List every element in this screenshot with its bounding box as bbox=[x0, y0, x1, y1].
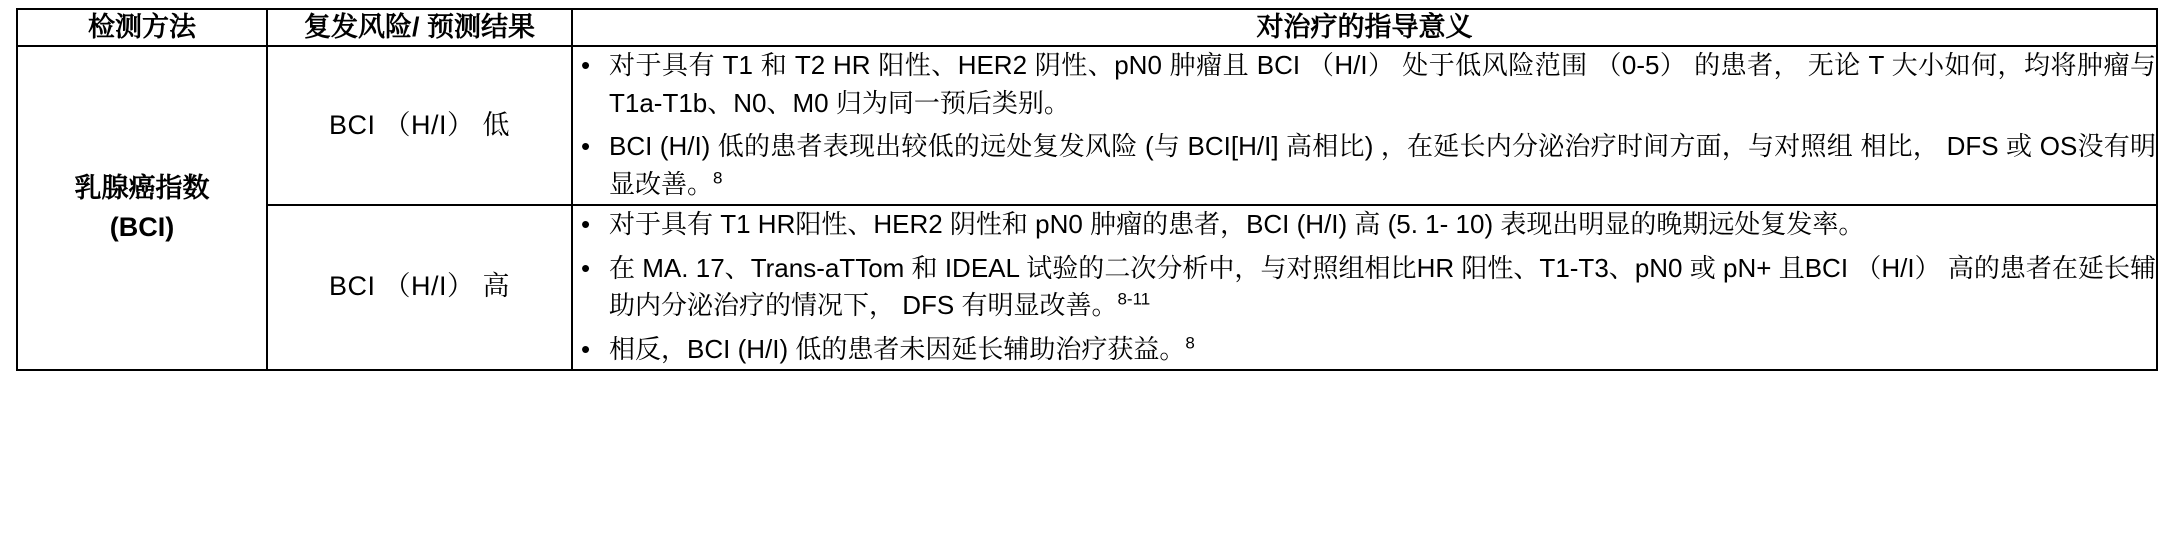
bullet-text: 相反，BCI (H/I) 低的患者未因延长辅助治疗获益。 bbox=[609, 333, 1186, 364]
bullet-dot-icon: • bbox=[581, 252, 591, 283]
reference-marker: 8 bbox=[713, 168, 723, 188]
bullet-dot-icon: • bbox=[581, 333, 591, 364]
reference-marker: 8 bbox=[1185, 333, 1195, 353]
bullet-text: 对于具有 T1 HR阳性、HER2 阴性和 pN0 肿瘤的患者，BCI (H/I) 高 (5. 1- 10) 表现出明显的晚期远处复发率。 bbox=[609, 208, 1865, 239]
list-item bbox=[573, 206, 2156, 244]
table-row bbox=[17, 205, 2157, 370]
column-header-risk: 复发风险/ 预测结果 bbox=[267, 9, 572, 46]
guidance-cell-high bbox=[572, 205, 2157, 370]
bullet-list-low bbox=[573, 47, 2156, 204]
list-item bbox=[573, 331, 2156, 369]
bci-guidance-table bbox=[16, 8, 2158, 371]
column-header-guidance: 对治疗的指导意义 bbox=[572, 9, 2157, 46]
bullet-dot-icon: • bbox=[581, 131, 591, 162]
list-item bbox=[573, 47, 2156, 122]
reference-marker: 8-11 bbox=[1117, 289, 1151, 309]
risk-label-high: BCI （H/I） 高 bbox=[267, 205, 572, 370]
guidance-cell-low bbox=[572, 46, 2157, 205]
table-row bbox=[17, 46, 2157, 205]
bullet-dot-icon: • bbox=[581, 208, 591, 239]
column-header-method: 检测方法 bbox=[17, 9, 267, 46]
bullet-text: 在 MA. 17、Trans-aTTom 和 IDEAL 试验的二次分析中，与对照组相比HR 阳性、T1-T3、pN0 或 pN+ 且BCI （H/I） 高的患者在延长辅助内分泌治疗的情况下， DFS 有明显改善。 bbox=[609, 252, 2156, 321]
table-header-row bbox=[17, 9, 2157, 46]
bullet-dot-icon: • bbox=[581, 50, 591, 81]
list-item bbox=[573, 250, 2156, 325]
bullet-text: 对于具有 T1 和 T2 HR 阳性、HER2 阴性、pN0 肿瘤且 BCI （H/I） 处于低风险范围 （0-5） 的患者， 无论 T 大小如何，均将肿瘤与 T1a-T1b、N0、M0 归为同一预后类别。 bbox=[609, 50, 2156, 118]
row-header-line1: 乳腺癌指数 bbox=[74, 172, 210, 203]
bullet-text: BCI (H/I) 低的患者表现出较低的远处复发风险 (与 BCI[H/I] 高相比) ，在延长内分泌治疗时间方面，与对照组 相比， DFS 或 OS没有明显改善。 bbox=[609, 131, 2156, 200]
row-header-bci bbox=[17, 46, 267, 370]
risk-label-low: BCI （H/I） 低 bbox=[267, 46, 572, 205]
list-item bbox=[573, 128, 2156, 203]
row-header-line2: (BCI) bbox=[109, 211, 175, 242]
bullet-list-high bbox=[573, 206, 2156, 369]
